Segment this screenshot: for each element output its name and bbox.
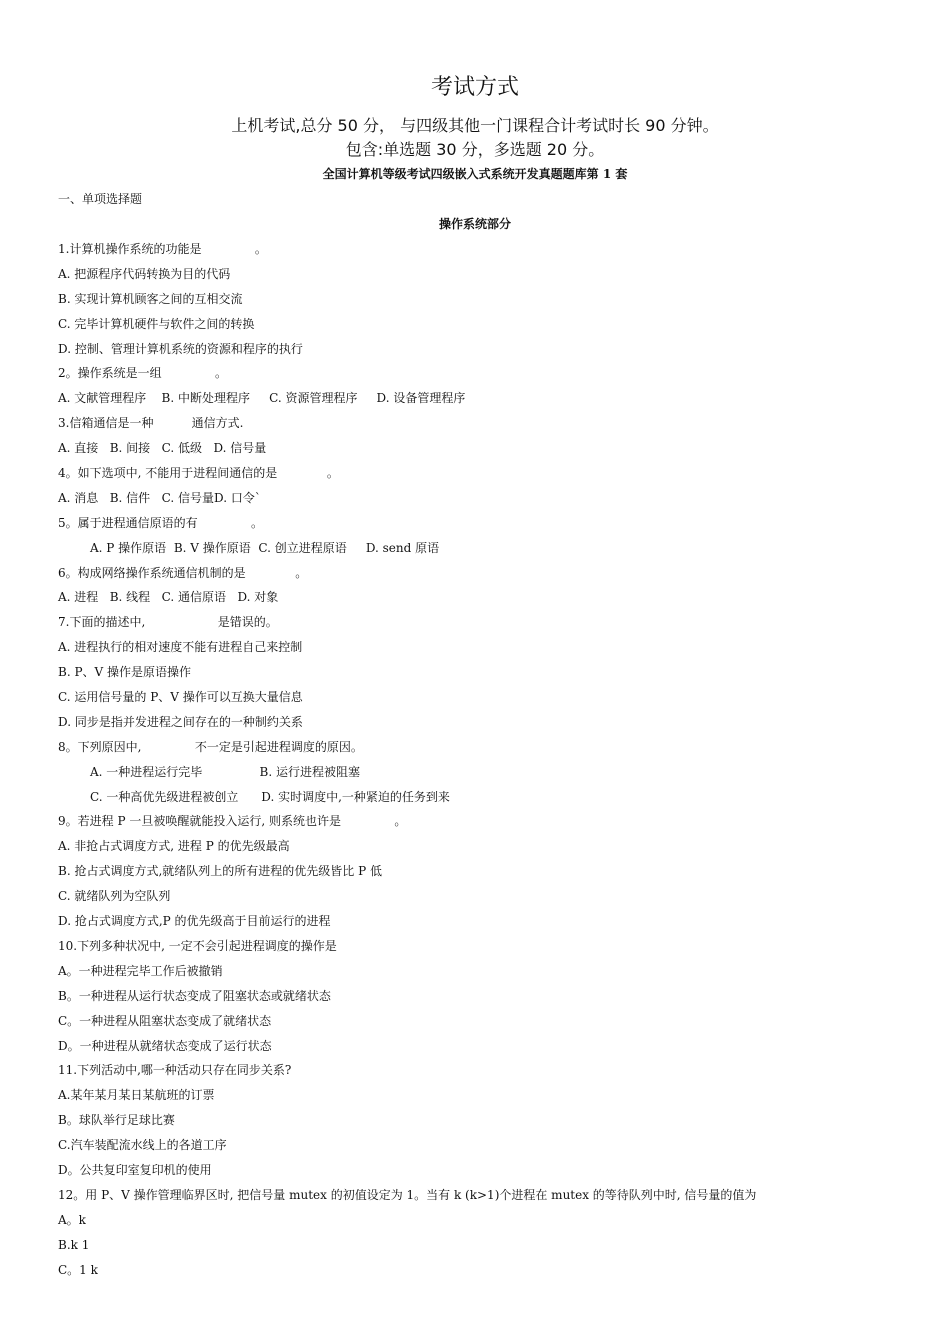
question-line: D. 同步是指并发进程之间存在的一种制约关系 (58, 714, 303, 729)
question-line: 11.下列活动中,哪一种活动只存在同步关系? (58, 1063, 292, 1078)
question-line: C. 运用信号量的 P、V 操作可以互换大量信息 (58, 690, 303, 705)
question-line: D。公共复印室复印机的使用 (58, 1162, 212, 1177)
question-line: 7.下面的描述中, 是错误的。 (58, 615, 278, 630)
question-line: 4。如下选项中, 不能用于进程间通信的是 。 (58, 466, 339, 481)
question-line: 3.信箱通信是一种 通信方式. (58, 416, 244, 431)
question-line: A. 一种进程运行完毕 B. 运行进程被阻塞 (90, 764, 360, 779)
question-line: 10.下列多种状况中, 一定不会引起进程调度的操作是 (58, 938, 337, 953)
question-line: C.汽车装配流水线上的各道工序 (58, 1138, 227, 1153)
question-line: A. P 操作原语 B. V 操作原语 C. 创立进程原语 D. send 原语 (90, 540, 440, 555)
question-line: A. 文献管理程序 B. 中断处理程序 C. 资源管理程序 D. 设备管理程序 (58, 391, 466, 406)
question-line: B. 抢占式调度方式,就绪队列上的所有进程的优先级皆比 P 低 (58, 864, 382, 879)
question-line: C. 完毕计算机硬件与软件之间的转换 (58, 316, 255, 331)
question-line: B. P、V 操作是原语操作 (58, 665, 192, 680)
question-line: A. 把源程序代码转换为目的代码 (58, 266, 231, 281)
question-line: C。1 k (58, 1262, 98, 1277)
question-line: A. 直接 B. 间接 C. 低级 D. 信号量 (58, 441, 267, 456)
question-line: C。一种进程从阻塞状态变成了就绪状态 (58, 1013, 272, 1028)
question-line: D. 抢占式调度方式,P 的优先级高于目前运行的进程 (58, 914, 331, 929)
question-line: A. 进程执行的相对速度不能有进程自己来控制 (58, 640, 303, 655)
question-type-breakdown: 包含:单选题 30 分，多选题 20 分。 (345, 140, 605, 159)
question-line: A. 消息 B. 信件 C. 信号量D. 口令` (58, 490, 261, 505)
question-list (58, 240, 918, 1285)
exam-format-description: 上机考试,总分 50 分， 与四级其他一门课程合计考试时长 90 分钟。 (231, 116, 719, 135)
question-line: 6。构成网络操作系统通信机制的是 。 (58, 565, 308, 580)
question-bank-title: 全国计算机等级考试四级嵌入式系统开发真题题库第 1 套 (322, 167, 628, 181)
question-line: C. 一种高优先级进程被创立 D. 实时调度中,一种紧迫的任务到来 (90, 789, 450, 804)
question-line: 5。属于进程通信原语的有 。 (58, 515, 264, 530)
question-line: 9。若进程 P 一旦被唤醒就能投入运行, 则系统也许是 。 (58, 814, 407, 829)
question-line: B.k 1 (58, 1237, 90, 1252)
question-line: 2。操作系统是一组 。 (58, 366, 228, 381)
question-line: 12。用 P、V 操作管理临界区时, 把信号量 mutex 的初值设定为 1。当有 k (k>1)个进程在 mutex 的等待队列中时, 信号量的值为 (58, 1187, 757, 1202)
question-line: C. 就绪队列为空队列 (58, 889, 171, 904)
question-line: B。球队举行足球比赛 (58, 1113, 175, 1128)
question-line: A。一种进程完毕工作后被撤销 (58, 963, 223, 978)
question-line: A。k (58, 1212, 86, 1227)
question-line: B。一种进程从运行状态变成了阻塞状态或就绪状态 (58, 988, 331, 1003)
question-line: 1.计算机操作系统的功能是 。 (58, 242, 267, 256)
exam-format-title: 考试方式 (430, 75, 519, 100)
question-line: A.某年某月某日某航班的订票 (58, 1088, 215, 1103)
section-label: 一、单项选择题 (58, 192, 143, 206)
question-line: D. 控制、管理计算机系统的资源和程序的执行 (58, 341, 303, 356)
question-line: 8。下列原因中, 不一定是引起进程调度的原因。 (58, 739, 363, 754)
question-line: D。一种进程从就绪状态变成了运行状态 (58, 1038, 272, 1053)
question-line: A. 进程 B. 线程 C. 通信原语 D. 对象 (58, 590, 279, 605)
question-line: B. 实现计算机顾客之间的互相交流 (58, 291, 243, 306)
part-title: 操作系统部分 (438, 217, 511, 231)
question-line: A. 非抢占式调度方式, 进程 P 的优先级最高 (58, 839, 290, 854)
